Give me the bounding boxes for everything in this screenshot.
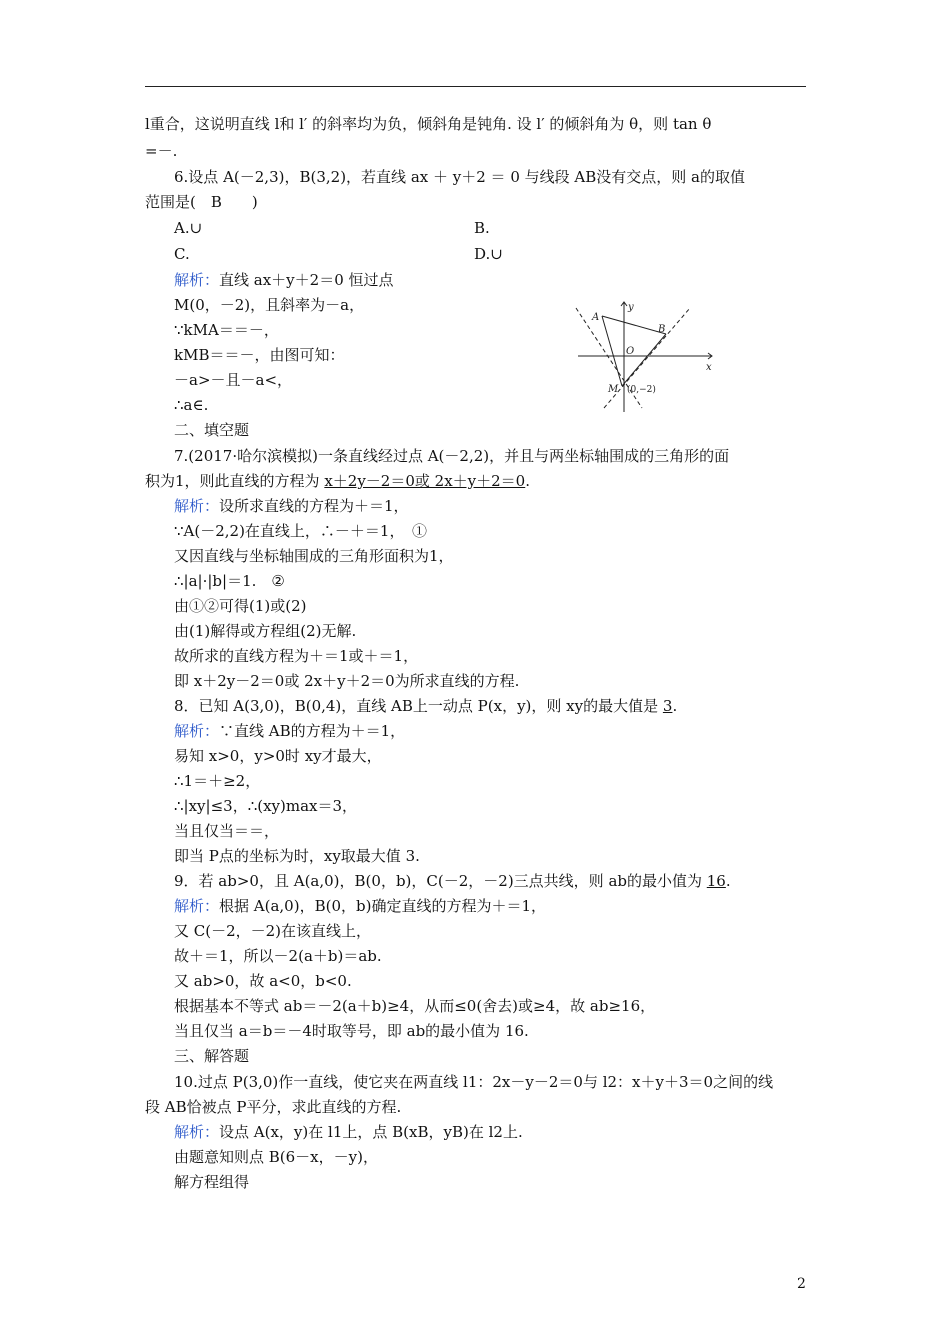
text-segment: 当且仅当 a＝b＝－4时取等号，即 ab的最小值为 16. — [174, 1022, 529, 1040]
analysis-label: 解析： — [174, 1123, 220, 1141]
text-segment: 9．若 ab>0，且 A(a,0)，B(0，b)，C(－2，－2)三点共线，则 ab的最小值为 — [174, 872, 707, 890]
text-segment: 设点 A(x，y)在 l1上，点 B(xB，yB)在 l2上. — [219, 1123, 523, 1141]
text-line — [174, 295, 364, 315]
label-m: M — [608, 384, 619, 395]
text-segment: ∴1＝＋≥2， — [174, 772, 261, 790]
text-line — [145, 1097, 401, 1117]
text-line — [174, 871, 731, 891]
text-segment: . — [672, 697, 678, 715]
text-segment: ∵kMA＝＝－， — [174, 321, 279, 339]
text-segment: －a>－且－a<， — [174, 371, 293, 389]
text-line — [174, 771, 260, 791]
text-segment: 由题意知则点 B(6－x，－y)， — [174, 1148, 378, 1166]
text-segment: kMB＝＝－，由图可知： — [174, 346, 345, 364]
text-line — [174, 1046, 249, 1066]
answer-fill: 3 — [662, 697, 673, 715]
text-line — [174, 1122, 523, 1142]
text-line — [145, 471, 530, 491]
text-line — [174, 846, 420, 866]
text-segment: 即当 P点的坐标为时，xy取最大值 3. — [174, 847, 420, 865]
text-segment: l重合，这说明直线 l和 l′ 的斜率均为负，倾斜角是钝角. 设 l′ 的倾斜角为 θ，则 tan θ — [145, 115, 712, 133]
text-line — [174, 420, 249, 440]
analysis-label: 解析： — [174, 722, 220, 740]
label-y: y — [628, 302, 634, 313]
line-diagram — [562, 298, 722, 412]
text-line — [174, 971, 352, 991]
text-segment: D.∪ — [474, 245, 503, 263]
text-line — [174, 546, 454, 566]
analysis-label: 解析： — [174, 497, 220, 515]
text-segment: 又 ab>0，故 a<0，b<0. — [174, 972, 352, 990]
text-segment: ∵A(－2,2)在直线上，∴－＋＝1， ① — [174, 522, 427, 540]
text-line — [174, 370, 292, 390]
segment-ma — [602, 316, 622, 386]
text-line — [174, 270, 394, 290]
text-line — [174, 521, 427, 541]
label-b: B — [658, 324, 666, 335]
text-segment: 6.设点 A(－2,3)，B(3,2)，若直线 ax ＋ y＋2 ＝ 0 与线段 AB没有交点，则 a的取值 — [174, 168, 745, 186]
text-line — [174, 167, 745, 187]
label-o: O — [626, 346, 635, 357]
text-line — [174, 671, 519, 691]
text-line — [174, 721, 405, 741]
text-line — [174, 996, 655, 1016]
text-line — [174, 621, 356, 641]
text-line — [174, 946, 382, 966]
text-segment: 8．已知 A(3,0)，B(0,4)，直线 AB上一动点 P(x，y)，则 xy的最大值是 — [174, 697, 663, 715]
text-segment: 易知 x>0，y>0时 xy才最大， — [174, 747, 382, 765]
text-segment: 当且仅当＝＝， — [174, 822, 280, 840]
text-segment: 根据 A(a,0)，B(0，b)确定直线的方程为＋＝1， — [219, 897, 546, 915]
text-line — [174, 345, 344, 365]
text-line — [145, 141, 177, 161]
text-segment: 10.过点 P(3,0)作一直线，使它夹在两直线 l1：2x－y－2＝0与 l2：x＋y＋3＝0之间的线 — [174, 1073, 774, 1091]
text-segment: 解方程组得 — [174, 1173, 250, 1191]
text-segment: 设所求直线的方程为＋＝1， — [219, 497, 409, 515]
text-segment: ∴|xy|≤3，∴(xy)max＝3， — [174, 797, 358, 815]
text-segment: . — [725, 872, 731, 890]
segment-ab — [602, 316, 666, 334]
text-line — [174, 446, 729, 466]
text-segment: 由①②可得(1)或(2) — [174, 597, 307, 615]
analysis-label: 解析： — [174, 897, 220, 915]
text-segment: 故＋＝1，所以－2(a＋b)＝ab. — [174, 947, 382, 965]
answer-fill: x＋2y－2＝0或 2x＋y＋2＝0 — [324, 472, 526, 490]
text-segment: 7.(2017·哈尔滨模拟)一条直线经过点 A(－2,2)，并且与两坐标轴围成的三角形的面 — [174, 447, 730, 465]
text-line — [174, 320, 279, 340]
text-line — [174, 746, 382, 766]
text-line — [174, 821, 279, 841]
label-x: x — [706, 362, 712, 373]
text-line — [145, 114, 711, 134]
label-a: A — [592, 312, 600, 323]
text-line — [174, 1172, 249, 1192]
text-line — [174, 646, 418, 666]
text-segment: 由(1)解得或方程组(2)无解. — [174, 622, 357, 640]
text-segment: 又因直线与坐标轴围成的三角形面积为1， — [174, 547, 454, 565]
text-segment: 三、解答题 — [174, 1047, 250, 1065]
text-segment: 又 C(－2，－2)在该直线上， — [174, 922, 372, 940]
text-segment: =－. — [145, 142, 178, 160]
text-segment: 积为1，则此直线的方程为 — [145, 472, 325, 490]
text-segment: 即 x＋2y－2＝0或 2x＋y＋2＝0为所求直线的方程. — [174, 672, 520, 690]
text-segment: M(0，－2)，且斜率为－a， — [174, 296, 365, 314]
answer-fill: 16 — [706, 872, 726, 890]
text-segment: 二、填空题 — [174, 421, 250, 439]
text-line — [174, 1147, 378, 1167]
text-line — [174, 921, 371, 941]
text-segment: 范围是( B ) — [145, 193, 258, 211]
text-segment: 根据基本不等式 ab＝－2(a＋b)≥4，从而≤0(舍去)或≥4，故 ab≥16， — [174, 997, 656, 1015]
text-line — [174, 1021, 529, 1041]
text-line — [174, 218, 202, 238]
text-segment: B. — [474, 219, 490, 237]
text-line — [174, 496, 409, 516]
text-line — [174, 896, 546, 916]
text-segment: 直线 ax＋y＋2＝0 恒过点 — [219, 271, 394, 289]
text-line — [174, 395, 208, 415]
label-point: (0,−2) — [627, 385, 656, 395]
text-line — [174, 244, 190, 264]
text-segment: . — [525, 472, 531, 490]
text-line — [174, 796, 357, 816]
text-segment: ∴|a|·|b|＝1. ② — [174, 572, 285, 590]
text-segment: C. — [174, 245, 190, 263]
segment-mb — [622, 334, 666, 386]
header-rule — [145, 86, 806, 87]
text-segment: ∵直线 AB的方程为＋＝1， — [219, 722, 406, 740]
text-segment: ∴a∈. — [174, 396, 209, 414]
text-segment: 故所求的直线方程为＋＝1或＋＝1， — [174, 647, 419, 665]
text-line — [174, 571, 285, 591]
text-line — [474, 218, 490, 238]
text-segment: A.∪ — [174, 219, 203, 237]
text-line — [174, 1072, 773, 1092]
page-number: 2 — [797, 1276, 806, 1292]
text-line — [174, 696, 677, 716]
text-line — [474, 244, 503, 264]
text-line — [145, 192, 258, 212]
text-line — [174, 596, 307, 616]
text-segment: 段 AB恰被点 P平分，求此直线的方程. — [145, 1098, 402, 1116]
analysis-label: 解析： — [174, 271, 220, 289]
